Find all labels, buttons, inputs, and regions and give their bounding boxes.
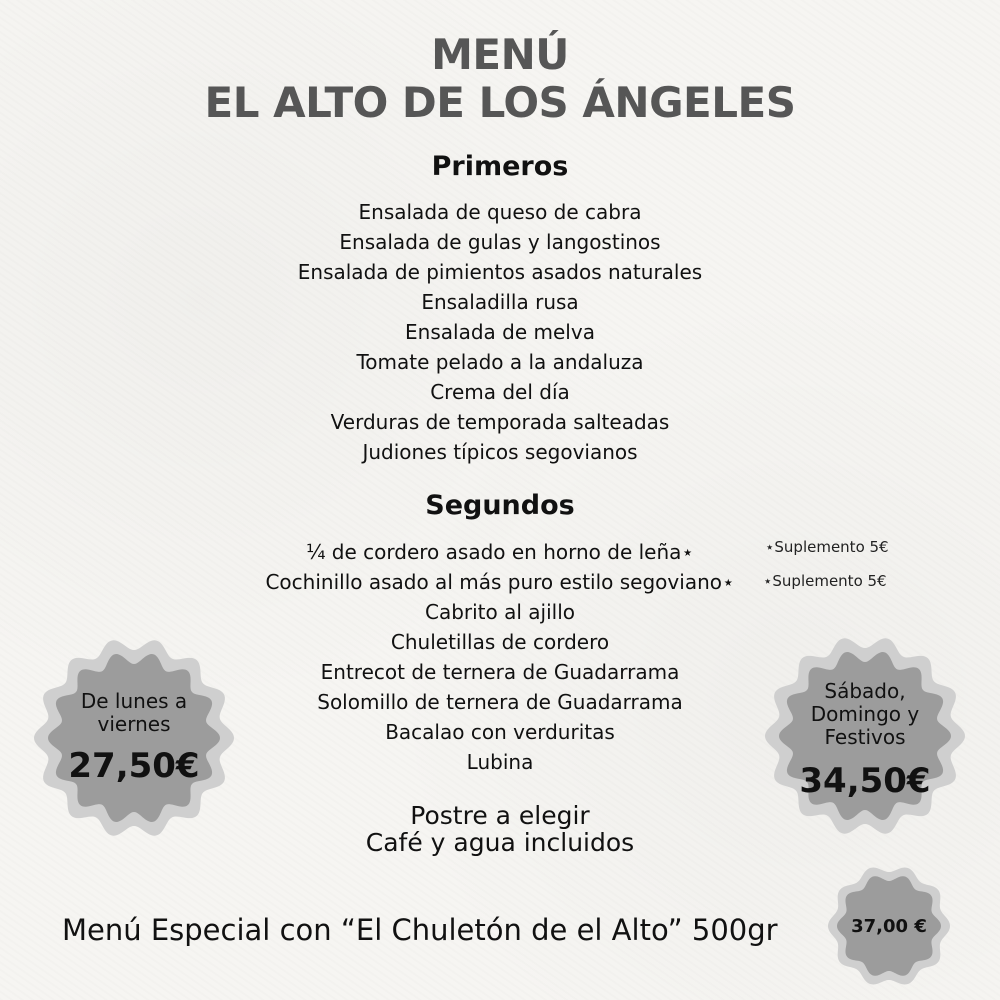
list-item: Entrecot de ternera de Guadarrama bbox=[320, 660, 680, 684]
weekend-price: 34,50€ bbox=[799, 760, 931, 801]
list-item: Ensalada de gulas y langostinos bbox=[339, 230, 661, 254]
list-item: ¼ de cordero asado en horno de leña⋆ bbox=[306, 540, 694, 564]
special-menu-text: Menú Especial con “El Chuletón de el Alto” 500gr bbox=[62, 913, 778, 947]
weekday-label: De lunes a viernes bbox=[80, 689, 188, 736]
list-item: Bacalao con verduritas bbox=[385, 720, 615, 744]
restaurant-name: EL ALTO DE LOS ÁNGELES bbox=[204, 78, 796, 127]
list-item: Crema del día bbox=[430, 380, 570, 404]
dessert-line: Postre a elegir bbox=[410, 801, 590, 830]
menu-title: MENÚ bbox=[431, 30, 569, 79]
list-item: Chuletillas de cordero bbox=[390, 630, 610, 654]
special-price-badge bbox=[827, 864, 951, 988]
weekday-price: 27,50€ bbox=[68, 746, 200, 786]
weekend-price-badge bbox=[763, 634, 967, 838]
list-item: Lubina bbox=[466, 750, 534, 774]
list-item: Cabrito al ajillo bbox=[424, 600, 576, 624]
special-price: 37,00 € bbox=[851, 915, 927, 937]
list-item: Ensaladilla rusa bbox=[421, 290, 579, 314]
list-item: Judiones típicos segovianos bbox=[362, 440, 638, 464]
primeros-heading: Primeros bbox=[431, 151, 569, 182]
weekend-label: Sábado, Domingo y Festivos bbox=[810, 678, 920, 749]
coffee-water-line: Café y agua incluidos bbox=[365, 828, 635, 857]
weekday-price-badge bbox=[32, 636, 236, 840]
list-item: Solomillo de ternera de Guadarrama bbox=[317, 690, 683, 714]
list-item: Ensalada de pimientos asados naturales bbox=[297, 260, 703, 284]
segundos-heading: Segundos bbox=[425, 490, 575, 521]
primeros-list bbox=[0, 197, 1000, 467]
list-item: Ensalada de queso de cabra bbox=[358, 200, 642, 224]
list-item: Cochinillo asado al más puro estilo segoviano⋆ bbox=[265, 570, 735, 594]
supplement-note: ⋆Suplemento 5€ bbox=[765, 538, 889, 556]
supplement-note: ⋆Suplemento 5€ bbox=[763, 572, 887, 590]
list-item: Verduras de temporada salteadas bbox=[330, 410, 670, 434]
list-item: Tomate pelado a la andaluza bbox=[356, 350, 644, 374]
list-item: Ensalada de melva bbox=[405, 320, 595, 344]
